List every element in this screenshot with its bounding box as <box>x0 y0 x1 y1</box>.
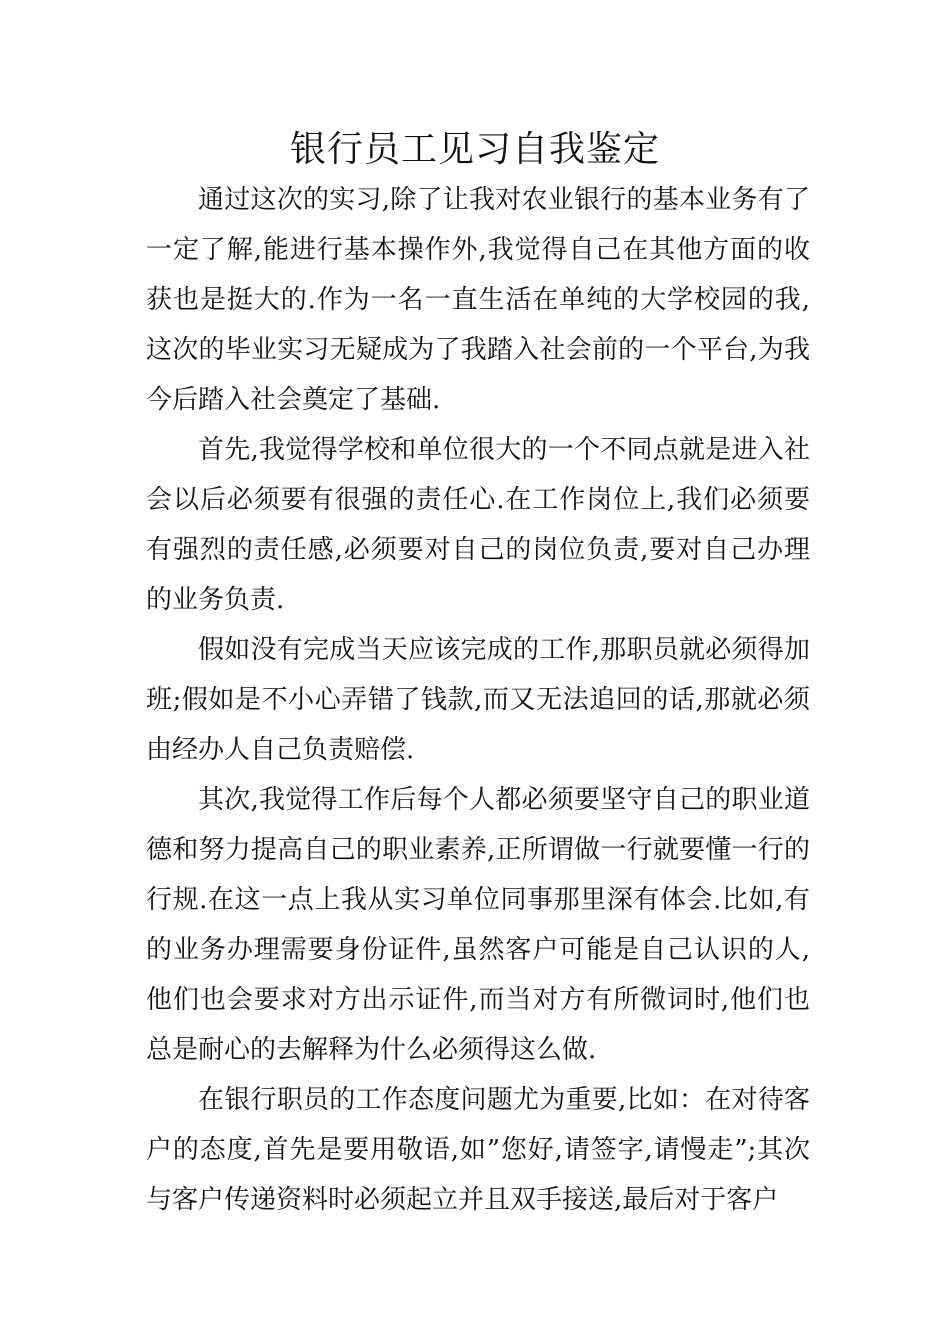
paragraph-4: 其次,我觉得工作后每个人都必须要坚守自己的职业道德和努力提高自己的职业素养,正所谓做一行就要懂一行的行规.在这一点上我从实习单位同事那里深有体会.比如,有的业务办理需要身份证件,虽然客户可能是自己认识的人,他们也会要求对方出示证件,而当对方有所微词时,他们也总是耐心的去解释为什么必须得这么做. <box>146 785 810 1065</box>
paragraph-1: 通过这次的实习,除了让我对农业银行的基本业务有了一定了解,能进行基本操作外,我觉得自己在其他方面的收获也是挺大的.作为一名一直生活在单纯的大学校园的我,这次的毕业实习无疑成为了我踏入社会前的一个平台,为我今后踏入社会奠定了基础. <box>146 185 810 415</box>
paragraph-5: 在银行职员的工作态度问题尤为重要,比如：在对待客户的态度,首先是要用敬语,如”您好,请签字,请慢走”;其次与客户传递资料时必须起立并且双手接送,最后对于客户 <box>146 1085 810 1215</box>
document-title: 银行员工见习自我鉴定 <box>289 129 660 170</box>
paragraph-2: 首先,我觉得学校和单位很大的一个不同点就是进入社会以后必须要有很强的责任心.在工作岗位上,我们必须要有强烈的责任感,必须要对自己的岗位负责,要对自己办理的业务负责. <box>146 435 810 615</box>
paragraph-3: 假如没有完成当天应该完成的工作,那职员就必须得加班;假如是不小心弄错了钱款,而又无法追回的话,那就必须由经办人自己负责赔偿. <box>146 635 810 765</box>
document-body <box>146 175 810 1225</box>
